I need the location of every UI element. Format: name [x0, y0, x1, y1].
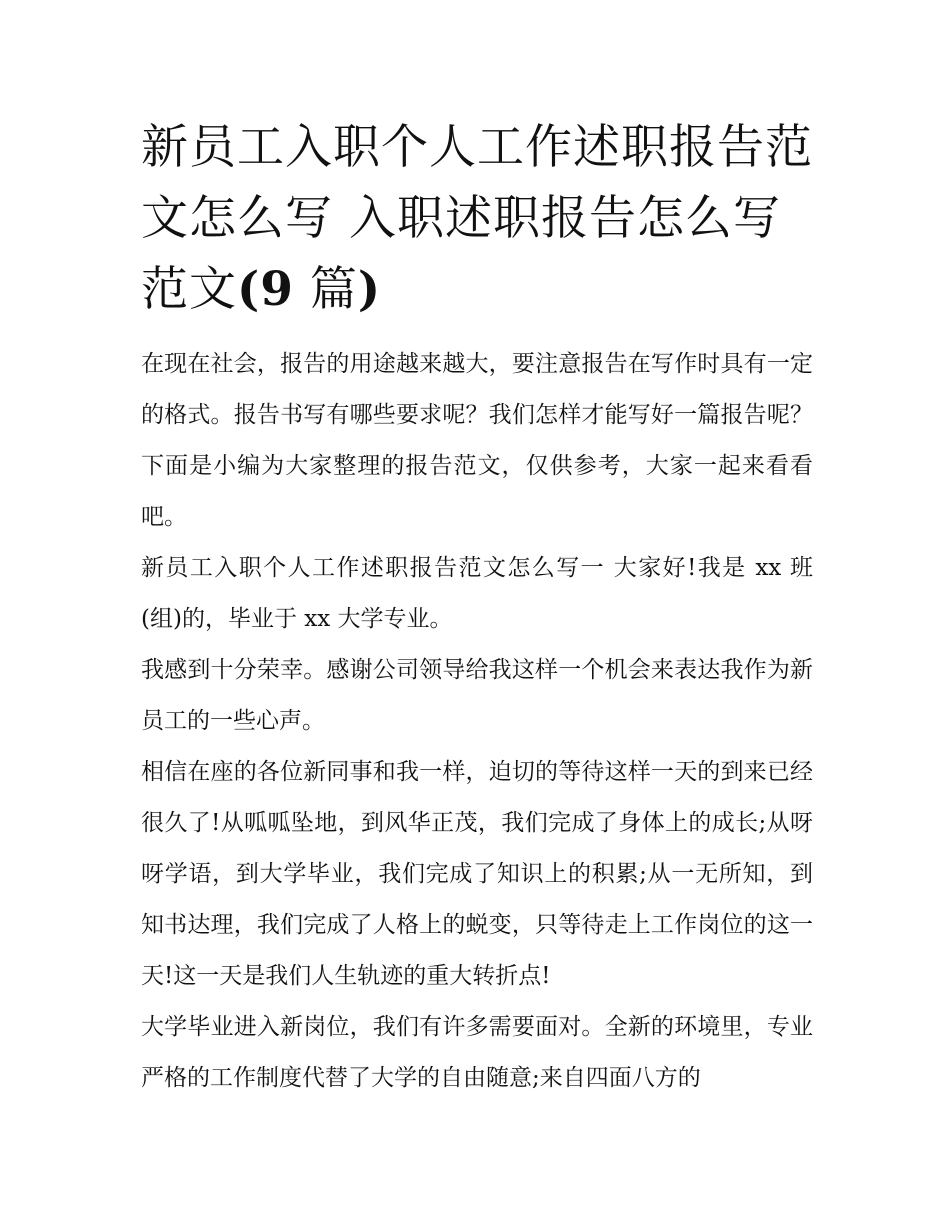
document-content — [141, 112, 813, 1104]
paragraph-intro: 在现在社会，报告的用途越来越大，要注意报告在写作时具有一定的格式。报告书写有哪些要求呢？我们怎样才能写好一篇报告呢？下面是小编为大家整理的报告范文，仅供参考，大家一起来看看吧。 — [141, 351, 813, 530]
document-title — [141, 112, 813, 325]
title-count-unit: 篇 — [293, 262, 358, 317]
paragraph-thanks: 我感到十分荣幸。感谢公司领导给我这样一个机会来表达我作为新员工的一些心声。 — [141, 657, 813, 734]
paragraph-growth: 相信在座的各位新同事和我一样，迫切的等待这样一天的到来已经很久了!从呱呱坠地，到风华正茂，我们完成了身体上的成长;从呀呀学语，到大学毕业，我们完成了知识上的积累;从一无所知，到知书达理，我们完成了人格上的蜕变，只等待走上工作岗位的这一天!这一天是我们人生轨迹的重大转折点! — [141, 759, 813, 989]
title-count-close: ) — [357, 262, 382, 317]
paragraph-greeting: 新员工入职个人工作述职报告范文怎么写一 大家好!我是 xx 班(组)的，毕业于 xx 大学专业。 — [141, 555, 813, 632]
paragraph-new-position: 大学毕业进入新岗位，我们有许多需要面对。全新的环境里，专业严格的工作制度代替了大学的自由随意;来自四面八方的 — [141, 1014, 813, 1091]
title-text: 新员工入职个人工作述职报告范文怎么写 入职述职报告怎么写 范文 — [141, 120, 813, 317]
title-count-open: (9 — [237, 262, 294, 317]
document-body — [141, 339, 813, 1104]
